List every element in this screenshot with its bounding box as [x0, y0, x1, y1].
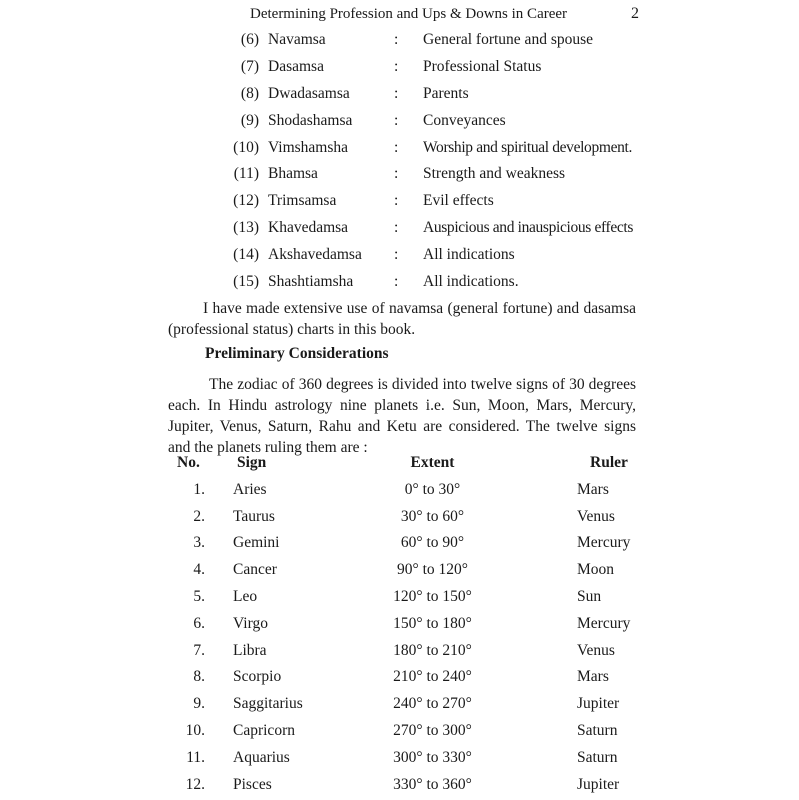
list-item [196, 271, 656, 298]
sign-ruler: Saturn [577, 748, 618, 766]
header-sign: Sign [237, 454, 267, 471]
chart-name: Shodashamsa [268, 111, 353, 129]
chart-signification: All indications. [423, 273, 519, 291]
chart-name: Vimshamsha [268, 138, 349, 156]
table-row [165, 479, 650, 506]
list-item [196, 163, 656, 190]
header-extent: Extent [410, 454, 455, 471]
chart-name: Dwadasamsa [268, 84, 350, 102]
sign-number: 5. [193, 587, 205, 605]
signs-table [165, 452, 650, 800]
sign-extent: 210° to 240° [393, 668, 472, 686]
list-item [196, 217, 656, 244]
sign-extent: 60° to 90° [400, 534, 465, 552]
table-row [165, 747, 650, 774]
sign-number: 10. [185, 721, 205, 739]
sign-name: Pisces [233, 775, 272, 793]
chart-signification: Worship and spiritual development. [423, 138, 632, 156]
sign-number: 8. [193, 668, 205, 686]
sign-ruler: Sun [577, 587, 602, 605]
sign-extent: 90° to 120° [397, 561, 468, 579]
sign-ruler: Jupiter [577, 775, 620, 793]
chart-signification: All indications [423, 246, 515, 264]
table-row [165, 666, 650, 693]
item-number: (10) [233, 138, 259, 156]
sign-number: 1. [193, 480, 205, 498]
chart-name: Trimsamsa [268, 192, 337, 210]
section-heading: Preliminary Considerations [205, 345, 389, 362]
sign-extent: 300° to 330° [393, 748, 472, 766]
sign-ruler: Jupiter [577, 695, 620, 713]
sign-name: Gemini [233, 534, 280, 552]
sign-number: 11. [186, 748, 205, 766]
zodiac-paragraph-text: The zodiac of 360 degrees is divided into twelve signs of 30 degrees each. In Hindu astrology nine planets i.e. Sun, Moon, Mars, Mercury, Jupiter, Venus, Saturn, Rahu and Ketu are considered. The twelve signs and the planets ruling them are : [168, 376, 636, 456]
table-row [165, 559, 650, 586]
item-number: (6) [240, 31, 259, 48]
item-number: (12) [233, 192, 259, 210]
sign-name: Taurus [233, 507, 275, 525]
table-row [165, 506, 650, 533]
table-row [165, 532, 650, 559]
separator: : [394, 31, 399, 48]
table-row [165, 586, 650, 613]
sign-number: 9. [193, 695, 205, 713]
table-row [165, 613, 650, 640]
sign-ruler: Mercury [577, 614, 631, 632]
item-number: (13) [233, 219, 259, 237]
item-number: (8) [240, 84, 259, 102]
item-number: (15) [233, 273, 259, 291]
separator: : [394, 273, 399, 291]
separator: : [394, 111, 399, 129]
sign-extent: 150° to 180° [393, 614, 472, 632]
table-row [165, 640, 650, 667]
item-number: (9) [240, 111, 259, 129]
sign-extent: 120° to 150° [393, 587, 472, 605]
chart-name: Akshavedamsa [268, 246, 362, 264]
chart-signification: Strength and weakness [423, 165, 566, 183]
intro-paragraph [168, 298, 636, 340]
list-item [196, 244, 656, 271]
sign-ruler: Mars [577, 668, 609, 686]
table-row [165, 720, 650, 747]
table-row [165, 693, 650, 720]
sign-name: Capricorn [233, 721, 295, 739]
sign-extent: 330° to 360° [393, 775, 472, 793]
list-item [196, 110, 656, 137]
chart-signification: Auspicious and inauspicious effects [423, 219, 634, 237]
running-title: Determining Profession and Ups & Downs in Career [250, 6, 568, 22]
chart-signification: Evil effects [423, 192, 494, 210]
header-no: No. [177, 454, 200, 471]
separator: : [394, 192, 399, 210]
chart-signification: Conveyances [423, 111, 506, 129]
list-item [196, 190, 656, 217]
sign-name: Scorpio [233, 668, 282, 686]
sign-number: 2. [193, 507, 205, 525]
separator: : [394, 84, 399, 102]
sign-ruler: Mars [577, 480, 609, 498]
chart-name: Dasamsa [268, 57, 324, 75]
sign-name: Saggitarius [233, 695, 303, 713]
chart-signification: Parents [423, 84, 469, 102]
chart-name: Khavedamsa [268, 219, 349, 237]
table-row [165, 774, 650, 800]
divisional-charts-list [196, 29, 656, 298]
sign-name: Aries [233, 480, 267, 498]
separator: : [394, 138, 399, 156]
chart-signification: General fortune and spouse [423, 31, 594, 48]
sign-extent: 270° to 300° [393, 721, 472, 739]
sign-ruler: Moon [577, 561, 615, 579]
sign-name: Aquarius [233, 748, 290, 766]
sign-number: 6. [193, 614, 205, 632]
sign-extent: 30° to 60° [400, 507, 465, 525]
sign-number: 4. [193, 561, 205, 579]
page-number: 2 [631, 5, 639, 22]
separator: : [394, 57, 399, 75]
sign-ruler: Venus [577, 507, 615, 525]
sign-ruler: Mercury [577, 534, 631, 552]
chart-name: Navamsa [268, 31, 326, 48]
sign-name: Virgo [233, 614, 268, 632]
sign-extent: 240° to 270° [393, 695, 472, 713]
item-number: (7) [240, 57, 259, 75]
chart-signification: Professional Status [423, 57, 542, 75]
item-number: (11) [233, 165, 259, 183]
sign-name: Libra [233, 641, 267, 659]
list-item [196, 56, 656, 83]
sign-extent: 180° to 210° [393, 641, 472, 659]
list-item [196, 137, 656, 164]
separator: : [394, 219, 399, 237]
page-header [200, 3, 640, 25]
chart-name: Shashtiamsha [268, 273, 354, 291]
sign-number: 12. [185, 775, 205, 793]
table-header-row [165, 452, 650, 479]
separator: : [394, 165, 399, 183]
intro-paragraph-text: I have made extensive use of navamsa (general fortune) and dasamsa (professional status) charts in this book. [168, 300, 636, 338]
sign-ruler: Saturn [577, 721, 618, 739]
list-item [196, 29, 656, 56]
header-ruler: Ruler [590, 454, 628, 471]
sign-number: 3. [193, 534, 205, 552]
sign-extent: 0° to 30° [404, 480, 461, 498]
sign-name: Leo [233, 587, 258, 605]
item-number: (14) [233, 246, 259, 264]
sign-ruler: Venus [577, 641, 615, 659]
sign-number: 7. [193, 641, 205, 659]
list-item [196, 83, 656, 110]
sign-name: Cancer [233, 561, 277, 579]
zodiac-paragraph [168, 374, 636, 458]
separator: : [394, 246, 399, 264]
chart-name: Bhamsa [268, 165, 318, 183]
